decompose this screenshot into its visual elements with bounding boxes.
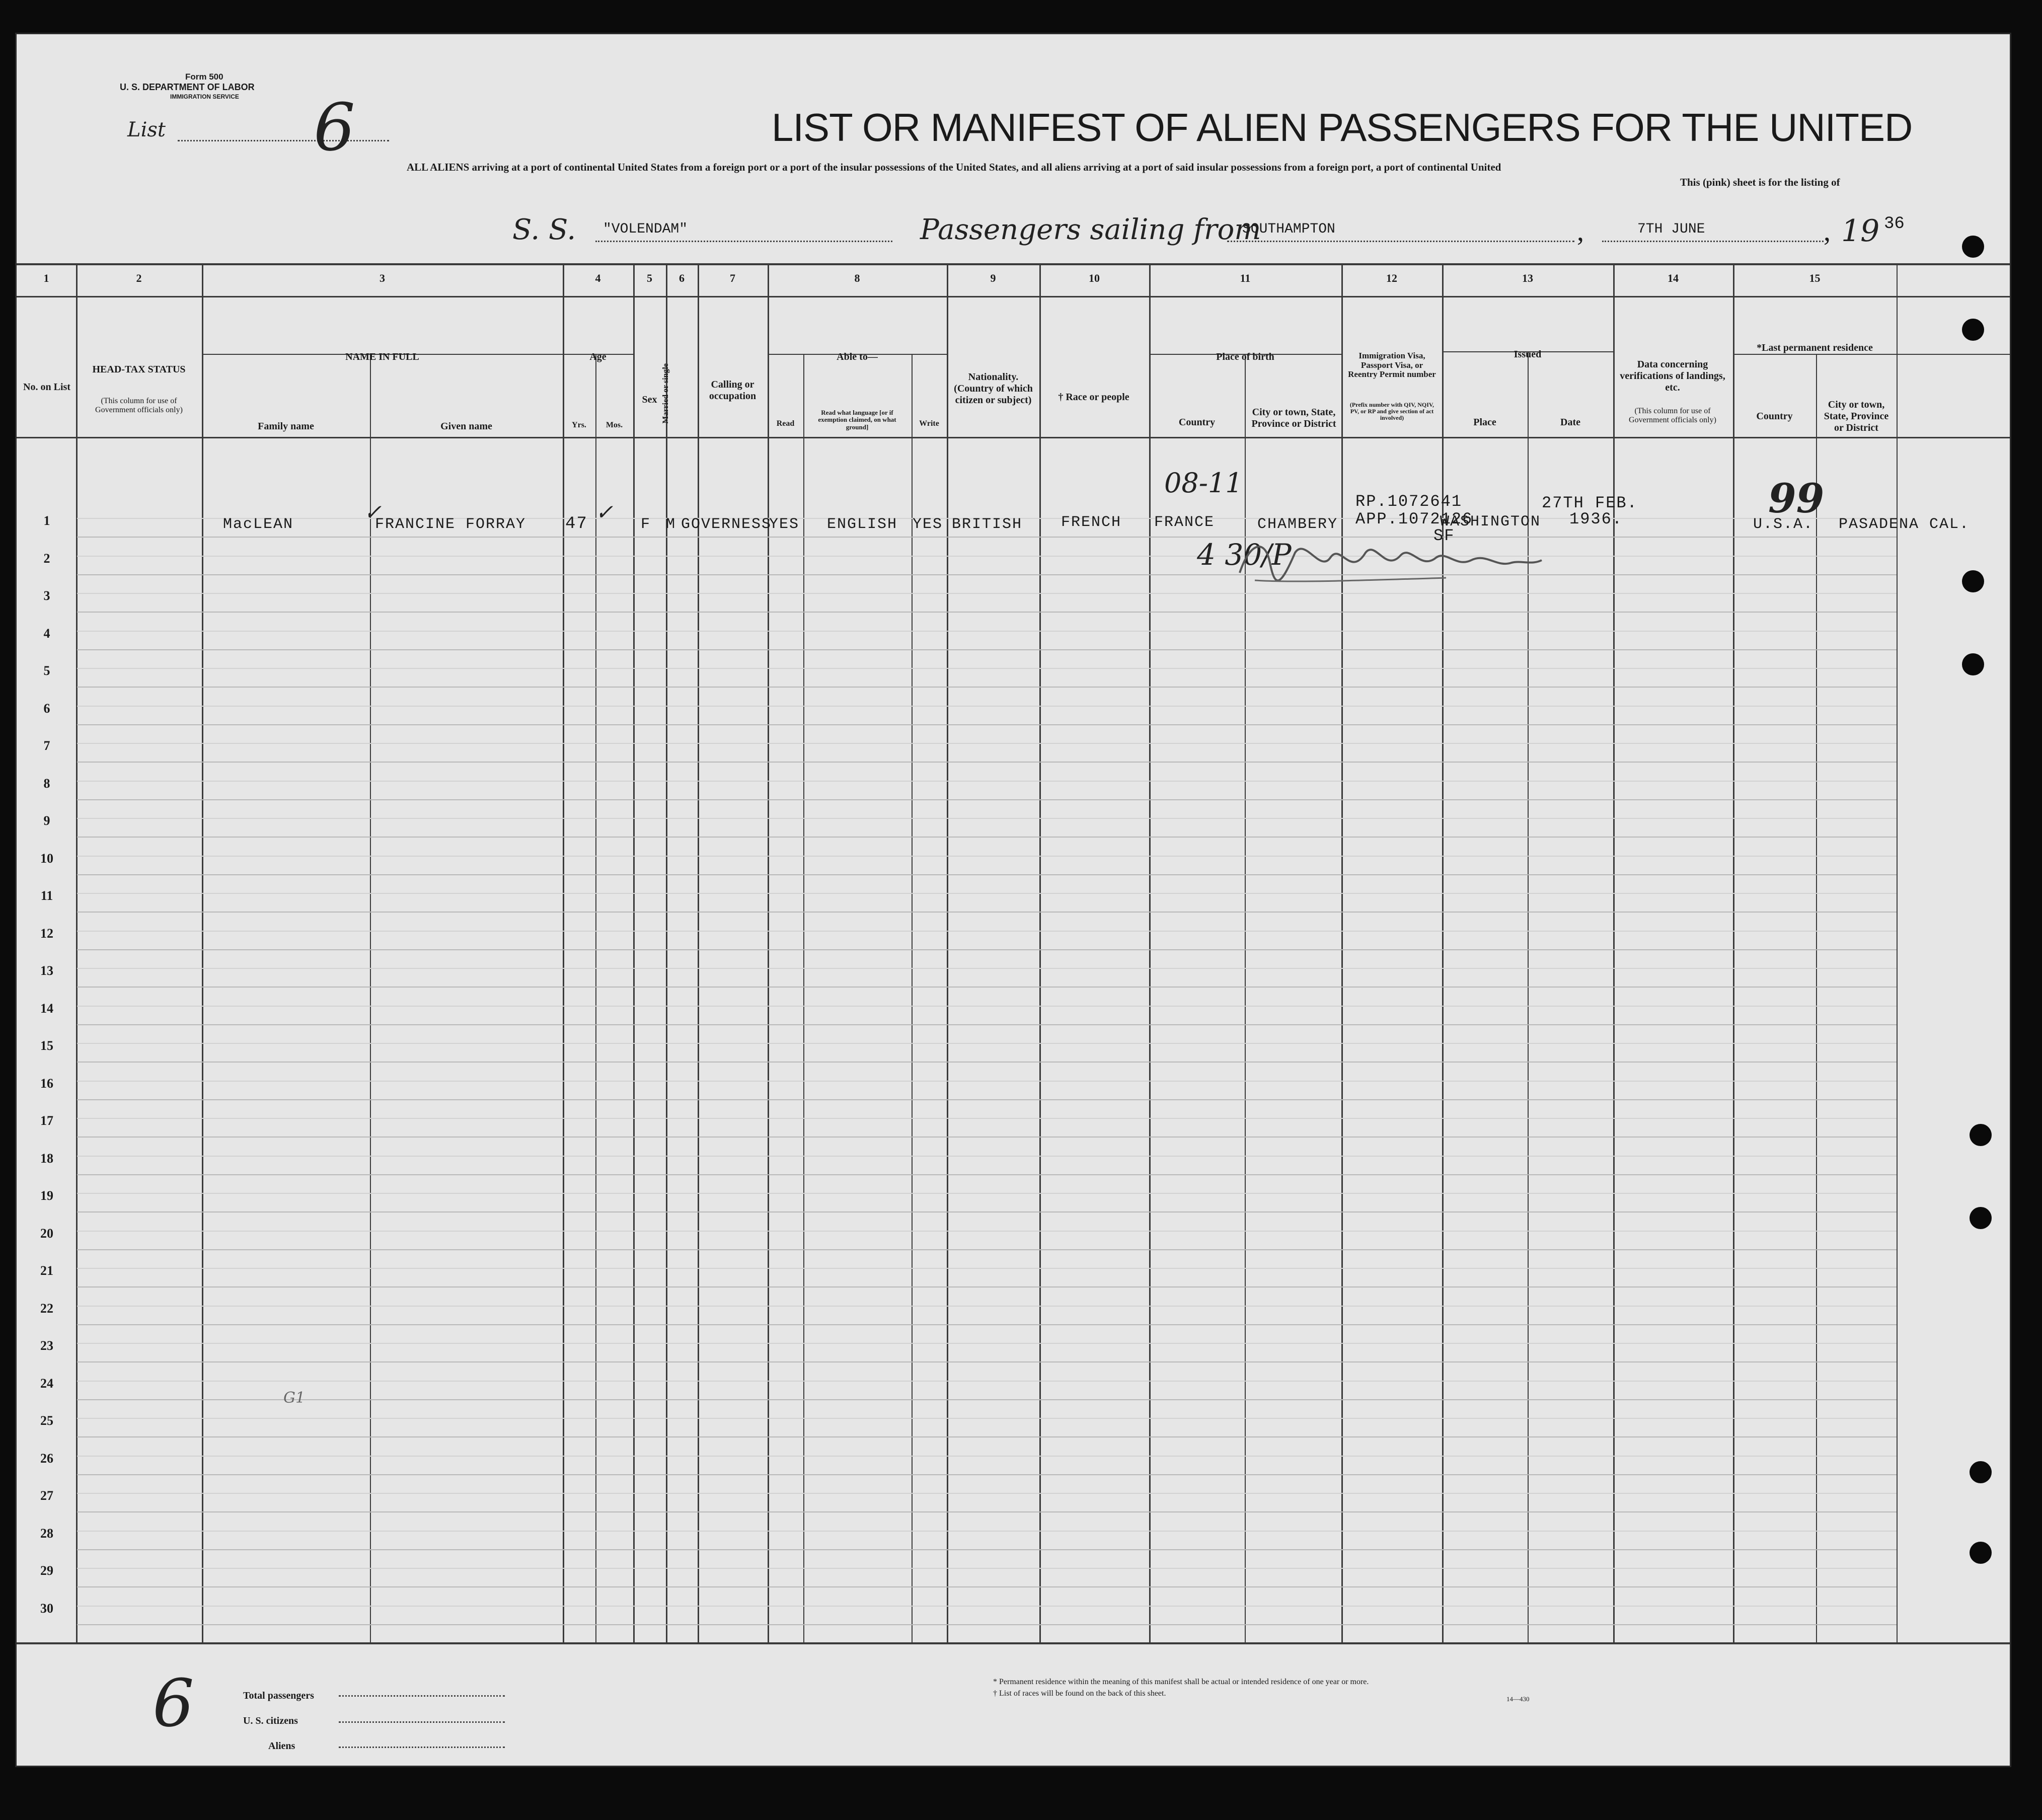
row-subrule (77, 1456, 1897, 1457)
header-family-name: Family name (258, 421, 314, 432)
row-subrule (77, 856, 1897, 857)
col-num-14: 14 (1668, 272, 1679, 284)
row-rule (77, 874, 1897, 875)
instructions-line-1: ALL ALIENS arriving at a port of continental United States from a foreign port or a port of the insular possessions of the United States, and all aliens arriving at a port of said insular possessions from a foreign port, a port of continental United (407, 161, 1501, 173)
row-subrule (77, 968, 1897, 969)
row-rule (77, 1136, 1897, 1138)
header-no-on-list: No. on List (23, 382, 70, 393)
cell-occupation: GOVERNESS (681, 516, 772, 533)
header-res-city: City or town, State, Province or District (1824, 399, 1889, 433)
row-subrule (77, 1193, 1897, 1194)
row-rule (77, 799, 1897, 800)
landings-number: 99 (1768, 475, 1825, 522)
binder-hole (1962, 319, 1984, 341)
row-number: 23 (40, 1338, 53, 1353)
header-last-residence: *Last permanent residence (1757, 342, 1873, 353)
row-rule (77, 1361, 1897, 1362)
footnote-residence: * Permanent residence within the meaning of this manifest shall be actual or intended residence of one year or more. (993, 1678, 1369, 1686)
col-num-11: 11 (1240, 272, 1251, 284)
row-rule (77, 724, 1897, 725)
binder-hole (1970, 1461, 1992, 1483)
col-num-4: 4 (595, 272, 601, 284)
binder-hole (1962, 570, 1984, 592)
row-subrule (77, 781, 1897, 782)
row-rule (77, 1511, 1897, 1512)
row-subrule (77, 893, 1897, 894)
binder-hole (1962, 653, 1984, 675)
form-number: Form 500 (185, 72, 223, 82)
table-top-rule (17, 263, 2010, 265)
row-rule (77, 687, 1897, 688)
header-place-of-birth: Place of birth (1216, 351, 1274, 362)
header-bottom-rule (17, 437, 2010, 438)
row-rule (77, 1174, 1897, 1175)
row-rule (77, 987, 1897, 988)
ship-name: "VOLENDAM" (603, 221, 688, 237)
row-number: 8 (43, 776, 50, 791)
sailing-label: Passengers sailing from (920, 213, 1261, 246)
year-prefix: 19 (1841, 213, 1880, 249)
cell-birth-country: FRANCE (1154, 514, 1215, 531)
row-number: 18 (40, 1151, 53, 1166)
cell-language: ENGLISH (827, 516, 898, 533)
col-num-12: 12 (1386, 272, 1397, 284)
row-number: 2 (43, 551, 50, 566)
ss-label: S. S. (512, 213, 576, 246)
row-subrule (77, 1418, 1897, 1419)
header-married: Married or single (661, 363, 670, 424)
row-rule (77, 1099, 1897, 1100)
row-number: 21 (40, 1263, 53, 1278)
header-issued: Issued (1514, 349, 1542, 360)
row-rule (77, 574, 1897, 575)
row-rule (77, 1586, 1897, 1587)
row-number: 10 (40, 851, 53, 866)
row-subrule (77, 631, 1897, 632)
row-subrule (77, 1118, 1897, 1119)
cell-write: YES (913, 516, 943, 533)
row-number: 15 (40, 1038, 53, 1053)
cell-married: M (666, 516, 676, 533)
header-visa-note: (Prefix number with QIV, NQIV, PV, or RP and give section of act involved) (1349, 401, 1434, 422)
header-yrs: Yrs. (572, 421, 586, 429)
header-birth-city: City or town, State, Province or District (1251, 407, 1336, 429)
row-subrule (77, 556, 1897, 557)
cell-visa-sf: SF (1433, 526, 1455, 545)
row-number: 16 (40, 1076, 53, 1091)
row-subrule (77, 1531, 1897, 1532)
header-birth-country: Country (1178, 417, 1216, 428)
row-subrule (77, 1568, 1897, 1569)
col-num-8: 8 (854, 272, 860, 284)
manifest-sheet: Form 500 U. S. DEPARTMENT OF LABOR IMMIGRATION SERVICE List 6 LIST OR MANIFEST OF ALIEN PASSENGERS FOR THE UNITED ALL ALIENS arriving at a port of continental United States from a foreign port or a port of the insular possessions of the United States, and all aliens arriving at a port of said insular possessions from a foreign port, a port of continental United This (pink) sheet is for the listing of S. S. "VOLENDAM" Passengers sailing from SOUTHAMPTON , 7TH JUNE , 19 36 1 2 3 4 5 6 7 8 9 10 11 12 13 14 15 No. on List HEAD-TAX STATUS (This column for use of Government officials only) NAME IN FULL Family name Given name Age Yrs. Mos. Sex Married or single Calling or occupation Able to— Read Read what language [or if exemption claimed, on what ground] Write Nationality. (Country of which citizen or subject) † Race or people Place of birth Country City or town, State, Province or District Immigration Visa, Passport Visa, or Reentry Permit number (Prefix number with QIV, NQIV, PV, or RP and give section of act involved) Issued Place Date Data concerning verifications of landings, etc. (This column for use of Government officials only) *Last permanent residence Country City or town, State, Province or District 1 2 3 4 5 6 7 8 9 10 11 12 13 14 15 16 17 18 19 20 21 22 23 24 25 26 27 28 29 30 MacLEAN ✓ FRANCINE FORRAY 47 ✓ F M GOVERNESS YES ENGLISH YES BRITISH FRENCH 08-11 FRANCE CHAMBERY RP.1072641 APP.1072126 SF WASHINGTON 27TH FEB. 1936. 99 U.S.A. PASADENA CAL. 4 30/P G1 6 Total passengers U. S. citizens Aliens * Permanent residence within the meaning of this manifest shall be actual or intended residence of one year or more. † List of races will be found on the back of this sheet. 14—430 (15, 33, 2011, 1767)
header-read-what: Read what language [or if exemption claimed, on what ground] (818, 409, 896, 431)
row-subrule (77, 931, 1897, 932)
row-number: 17 (40, 1113, 53, 1128)
row-rule (77, 1286, 1897, 1287)
header-issued-place: Place (1473, 417, 1496, 428)
col-num-2: 2 (136, 272, 142, 284)
row-number: 20 (40, 1226, 53, 1241)
row-subrule (77, 1606, 1897, 1607)
row-number: 27 (40, 1488, 53, 1503)
row-rule (77, 612, 1897, 613)
table-bottom-rule (17, 1642, 2010, 1644)
row-rule (77, 1549, 1897, 1550)
row-rule (77, 1399, 1897, 1400)
header-given-name: Given name (440, 421, 492, 432)
margin-mark-row-25: G1 (283, 1389, 306, 1407)
row-number: 6 (43, 701, 50, 716)
aliens-label: Aliens (268, 1740, 295, 1752)
row-number: 4 (43, 626, 50, 641)
header-calling: Calling or occupation (709, 379, 757, 402)
row-rule (77, 1474, 1897, 1475)
col-num-10: 10 (1089, 272, 1100, 284)
cell-family-name: MacLEAN (223, 516, 294, 533)
row-rule (77, 762, 1897, 763)
header-name-in-full: NAME IN FULL (345, 351, 419, 362)
col-num-9: 9 (990, 272, 996, 284)
row-subrule (77, 668, 1897, 669)
department-label: U. S. DEPARTMENT OF LABOR (120, 82, 255, 92)
cell-visa-rp: RP.1072641 (1355, 492, 1463, 511)
row-rule (77, 1249, 1897, 1250)
row-rule (77, 537, 1897, 538)
check-mark: ✓ (595, 500, 614, 524)
form-code: 14—430 (1506, 1695, 1530, 1703)
header-head-tax-note: (This column for use of Government officials only) (95, 397, 183, 414)
service-label: IMMIGRATION SERVICE (170, 93, 239, 100)
row-rule (77, 1436, 1897, 1437)
header-sex: Sex (642, 394, 657, 405)
row-number: 5 (43, 663, 50, 678)
binder-hole (1970, 1207, 1992, 1229)
row-number: 12 (40, 926, 53, 941)
row-rule (77, 1024, 1897, 1025)
check-mark: ✓ (364, 500, 382, 524)
cell-visa-app: APP.1072126 (1355, 510, 1473, 528)
col-num-5: 5 (647, 272, 652, 284)
row-subrule (77, 1006, 1897, 1007)
cell-res-country: U.S.A. (1753, 516, 1814, 533)
departure-port: SOUTHAMPTON (1242, 221, 1335, 237)
header-mos: Mos. (606, 421, 623, 429)
row-rule (77, 912, 1897, 913)
row-subrule (77, 706, 1897, 707)
row-number: 9 (43, 813, 50, 828)
row-rule (77, 649, 1897, 650)
row-number: 14 (40, 1001, 53, 1016)
cell-race: FRENCH (1061, 514, 1122, 531)
header-visa: Immigration Visa, Passport Visa, or Reentry Permit number (1348, 351, 1436, 380)
header-issued-date: Date (1560, 417, 1580, 428)
row-number: 19 (40, 1188, 53, 1203)
page-title: LIST OR MANIFEST OF ALIEN PASSENGERS FOR THE UNITED (772, 105, 1913, 149)
row-subrule (77, 1156, 1897, 1157)
row-number: 3 (43, 588, 50, 603)
hand-note: 4 30/P (1197, 538, 1292, 572)
header-age: Age (589, 351, 607, 362)
row-rule (77, 1624, 1897, 1625)
header-head-tax: HEAD-TAX STATUS (92, 364, 186, 375)
cell-nationality: BRITISH (952, 516, 1023, 533)
header-nationality: Nationality. (Country of which citizen or subject) (954, 371, 1033, 406)
header-data-landings: Data concerning verifications of landings, etc. (1620, 359, 1725, 393)
row-subrule (77, 1231, 1897, 1232)
col-num-15: 15 (1809, 272, 1821, 284)
row-number: 28 (40, 1526, 53, 1541)
row-number: 30 (40, 1601, 53, 1616)
row-subrule (77, 743, 1897, 744)
row-number: 13 (40, 963, 53, 978)
row-subrule (77, 1268, 1897, 1269)
cell-res-city: PASADENA CAL. (1839, 516, 1970, 533)
row-rule (77, 1324, 1897, 1325)
cell-sex: F (641, 516, 651, 533)
official-signature (1235, 533, 1547, 593)
row-number: 25 (40, 1413, 53, 1428)
col-num-7: 7 (730, 272, 735, 284)
row-number: 22 (40, 1301, 53, 1316)
col-num-13: 13 (1522, 272, 1533, 284)
row-number: 29 (40, 1563, 53, 1578)
binder-hole (1970, 1124, 1992, 1146)
col-num-1: 1 (43, 272, 49, 284)
cell-issued-date-1: 27TH FEB. (1542, 494, 1638, 512)
row-number: 1 (43, 513, 50, 528)
binder-hole (1962, 236, 1984, 258)
binder-hole (1970, 1542, 1992, 1564)
cell-given-name: FRANCINE FORRAY (375, 516, 526, 533)
row-subrule (77, 1043, 1897, 1044)
header-write: Write (919, 419, 939, 428)
row-rule (77, 1211, 1897, 1212)
cell-issued-date-2: 1936. (1569, 510, 1623, 528)
header-data-landings-note: (This column for use of Government officials only) (1629, 407, 1716, 424)
row-subrule (77, 1381, 1897, 1382)
list-underline (178, 140, 389, 141)
header-race: † Race or people (1058, 392, 1129, 403)
birth-annotation: 08-11 (1164, 467, 1243, 499)
year-suffix: 36 (1884, 214, 1905, 234)
cell-read: YES (769, 516, 800, 533)
header-res-country: Country (1756, 411, 1793, 422)
cell-birth-city: CHAMBERY (1257, 516, 1338, 533)
total-passengers-label: Total passengers (243, 1690, 314, 1701)
instructions-line-2: This (pink) sheet is for the listing of (1680, 176, 1840, 188)
footnote-races: † List of races will be found on the back of this sheet. (993, 1689, 1166, 1698)
footer-handwritten-number: 6 (153, 1665, 194, 1741)
row-number: 11 (40, 888, 53, 903)
col-num-3: 3 (380, 272, 385, 284)
header-read: Read (776, 419, 795, 428)
sailing-date: 7TH JUNE (1637, 221, 1705, 237)
cell-issued-place: WASHINGTON (1440, 513, 1541, 530)
row-rule (77, 837, 1897, 838)
row-rule (77, 1061, 1897, 1063)
row-number: 24 (40, 1376, 53, 1391)
row-subrule (77, 818, 1897, 819)
col-num-6: 6 (679, 272, 685, 284)
row-subrule (77, 593, 1897, 594)
row-rule (77, 949, 1897, 950)
cell-age-yrs: 47 (565, 514, 588, 534)
list-number: 6 (314, 89, 355, 166)
row-number: 7 (43, 738, 50, 753)
header-able-to: Able to— (837, 351, 878, 362)
list-label: List (127, 118, 166, 141)
row-subrule (77, 1343, 1897, 1344)
us-citizens-label: U. S. citizens (243, 1715, 298, 1726)
row-subrule (77, 1493, 1897, 1494)
row-subrule (77, 1081, 1897, 1082)
row-subrule (77, 1306, 1897, 1307)
row-number: 26 (40, 1451, 53, 1466)
